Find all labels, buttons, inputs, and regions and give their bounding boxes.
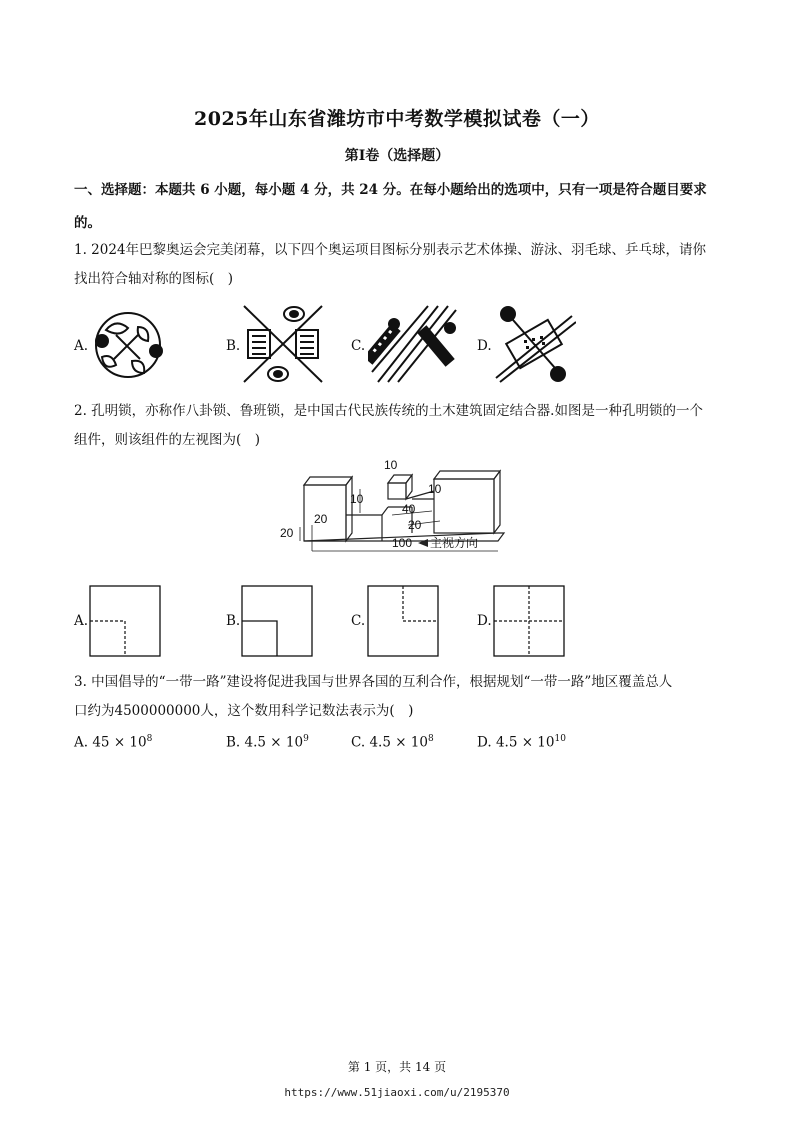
dim-label-base-height: 20 (280, 526, 294, 540)
q3-option-c-label: C. (351, 734, 366, 751)
dim-label-notch: 20 (408, 518, 422, 532)
section-instructions-line1: 一、选择题：本题共 6 小题，每小题 4 分，共 24 分。在每小题给出的选项中，只有一项是符合题目要求 (74, 182, 707, 198)
q2-option-d-view (493, 585, 565, 657)
q1-option-c-badminton-icon (368, 302, 460, 386)
q2-option-a-view (89, 585, 161, 657)
dim-label-height: 20 (314, 512, 328, 526)
q3-option-b (226, 734, 309, 751)
q3-option-d-exp: 10 (554, 734, 566, 744)
question-1-stem (74, 236, 734, 294)
q1-option-b-swimming-icon (240, 302, 326, 386)
section-instructions-line2: 的。 (74, 215, 101, 231)
q2-option-d-label: D. (477, 613, 492, 629)
dim-label-gap: 40 (402, 502, 416, 516)
dim-label-top: 10 (384, 458, 398, 472)
section-subtitle: 第Ⅰ卷（选择题） (344, 148, 450, 164)
question-2-line2: 组件，则该组件的左视图为( ) (74, 432, 261, 448)
question-3-stem (74, 668, 734, 726)
q2-option-a-label: A. (74, 613, 89, 629)
dim-label-right-step: 10 (428, 482, 442, 496)
question-2-line1: 2. 孔明锁，亦称作八卦锁、鲁班锁，是中国古代民族传统的土木建筑固定结合器.如图是一种孔明锁的一个 (74, 403, 703, 419)
q3-option-a-exp: 8 (146, 734, 153, 744)
question-3-line2: 口约为4500000000人，这个数用科学记数法表示为( ) (74, 703, 414, 719)
q1-option-a-rhythmic-gymnastics-icon (88, 305, 168, 385)
view-direction-label: 主视方向 (430, 536, 479, 550)
q3-option-b-base: 4.5 × 10 (244, 734, 304, 751)
dim-label-left-step: 10 (350, 492, 364, 506)
q2-option-b-view (241, 585, 313, 657)
q3-option-a-label: A. (74, 734, 89, 751)
section-instructions (74, 174, 734, 240)
q2-kongming-lock-diagram (272, 455, 522, 555)
q1-option-d-label: D. (477, 338, 492, 354)
q3-option-a-base: 45 × 10 (92, 734, 147, 751)
question-2-stem (74, 397, 734, 455)
q2-option-c-view (367, 585, 439, 657)
q3-option-d (477, 734, 566, 751)
page-title: 2025年山东省潍坊市中考数学模拟试卷（一） (194, 108, 600, 130)
q3-option-c-base: 4.5 × 10 (369, 734, 428, 751)
question-1-line2: 找出符合轴对称的图标( ) (74, 271, 234, 287)
q1-option-b-label: B. (226, 338, 241, 354)
q3-option-c-exp: 8 (427, 734, 434, 744)
question-3-line1: 3. 中国倡导的“一带一路”建设将促进我国与世界各国的互利合作，根据规划“一带一路”地区覆盖总人 (74, 674, 673, 690)
dim-label-length: 100 (392, 536, 413, 550)
q3-option-b-exp: 9 (303, 734, 309, 744)
watermark-url: https://www.51jiaoxi.com/u/2195370 (284, 1086, 510, 1099)
q3-option-a (74, 734, 152, 751)
q3-option-c (351, 734, 434, 751)
q2-option-b-label: B. (226, 613, 241, 629)
q2-option-c-label: C. (351, 613, 366, 629)
q1-option-a-label: A. (74, 338, 89, 354)
question-1-line1: 1. 2024年巴黎奥运会完美闭幕，以下四个奥运项目图标分别表示艺术体操、游泳、羽毛球、乒乓球，请你 (74, 242, 707, 258)
q3-option-d-label: D. (477, 734, 492, 751)
q3-option-b-label: B. (226, 734, 241, 751)
q3-option-d-base: 4.5 × 10 (495, 734, 555, 751)
page-footer: 第 1 页，共 14 页 (347, 1060, 447, 1074)
q1-option-d-table-tennis-icon (492, 302, 576, 386)
q1-option-c-label: C. (351, 338, 366, 354)
view-direction-arrow-icon (418, 539, 428, 547)
